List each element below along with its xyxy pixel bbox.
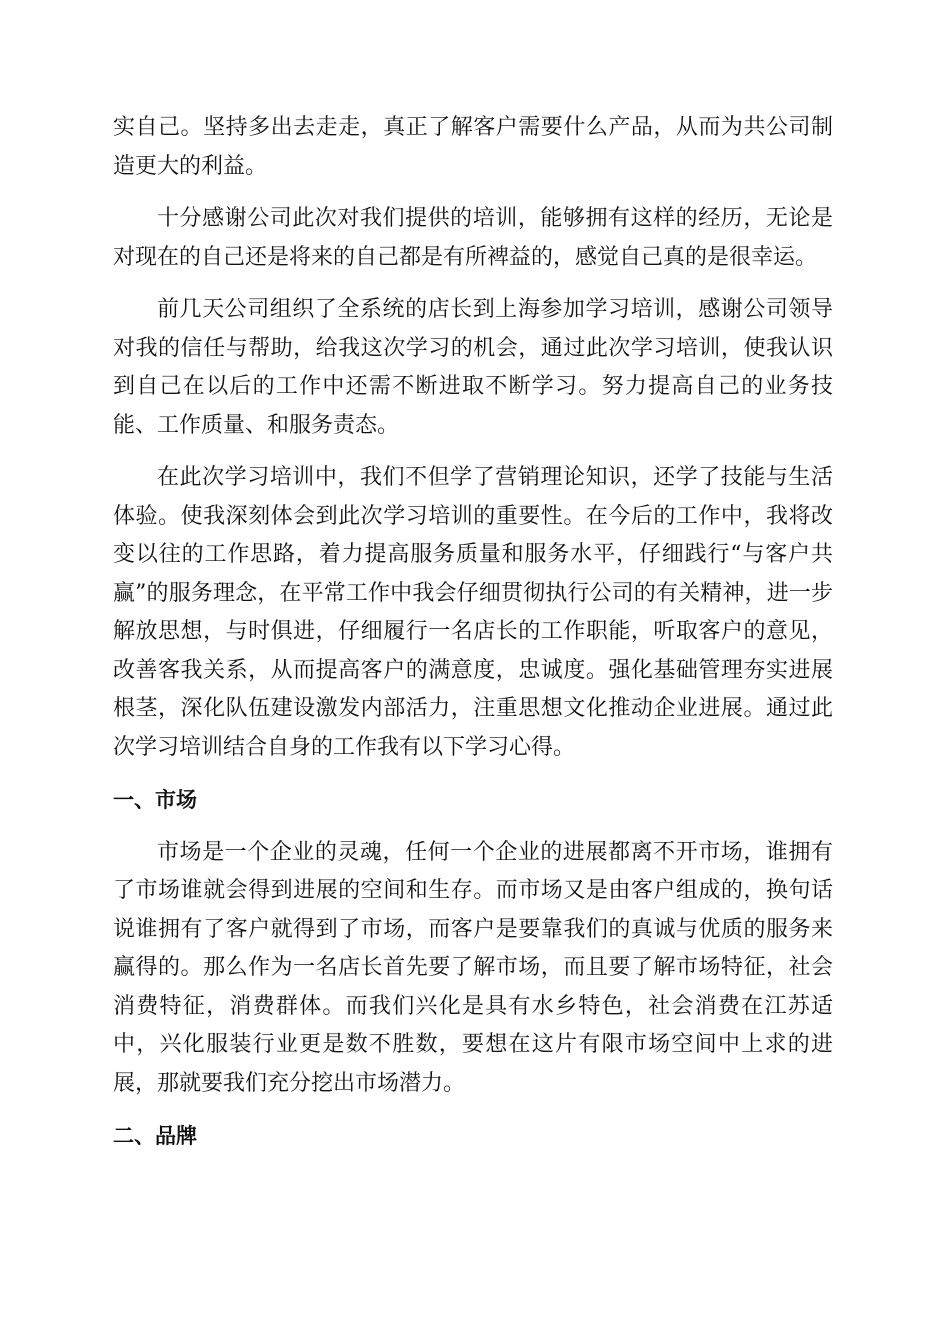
section-heading-market: 一、市场 [113, 788, 197, 812]
paragraph-training-intro: 前几天公司组织了全系统的店长到上海参加学习培训，感谢公司领导对我的信任与帮助，给我这次学习的机会，通过此次学习培训，使我认识到自己在以后的工作中还需不断进取不断学习。努力提高自己的业务技能、工作质量、和服务责态。 [113, 297, 833, 438]
document-body [113, 109, 833, 1170]
paragraph-continuation: 实自己。坚持多出去走走，真正了解客户需要什么产品，从而为共公司制造更大的利益。 [113, 115, 833, 179]
paragraph-training-reflection: 在此次学习培训中，我们不但学了营销理论知识，还学了技能与生活体验。使我深刻体会到此次学习培训的重要性。在今后的工作中，我将改变以往的工作思路，着力提高服务质量和服务水平，仔细践行“与客户共赢”的服务理念，在平常工作中我会仔细贯彻执行公司的有关精神，进一步解放思想，与时俱进，仔细履行一名店长的工作职能，听取客户的意见，改善客我关系，从而提高客户的满意度，忠诚度。强化基础管理夯实进展根茎，深化队伍建设激发内部活力，注重思想文化推动企业进展。通过此次学习培训结合自身的工作我有以下学习心得。 [113, 465, 833, 760]
section-heading-brand: 二、品牌 [113, 1124, 197, 1148]
paragraph-thanks: 十分感谢公司此次对我们提供的培训，能够拥有这样的经历，无论是对现在的自己还是将来的自己都是有所裨益的，感觉自己真的是很幸运。 [113, 206, 833, 270]
paragraph-market: 市场是一个企业的灵魂，任何一个企业的进展都离不开市场，谁拥有了市场谁就会得到进展的空间和生存。而市场又是由客户组成的，换句话说谁拥有了客户就得到了市场，而客户是要靠我们的真诚与优质的服务来赢得的。那么作为一名店长首先要了解市场，而且要了解市场特征，社会消费特征，消费群体。而我们兴化是具有水乡特色，社会消费在江苏适中，兴化服装行业更是数不胜数，要想在这片有限市场空间中上求的进展，那就要我们充分挖出市场潜力。 [113, 839, 833, 1096]
